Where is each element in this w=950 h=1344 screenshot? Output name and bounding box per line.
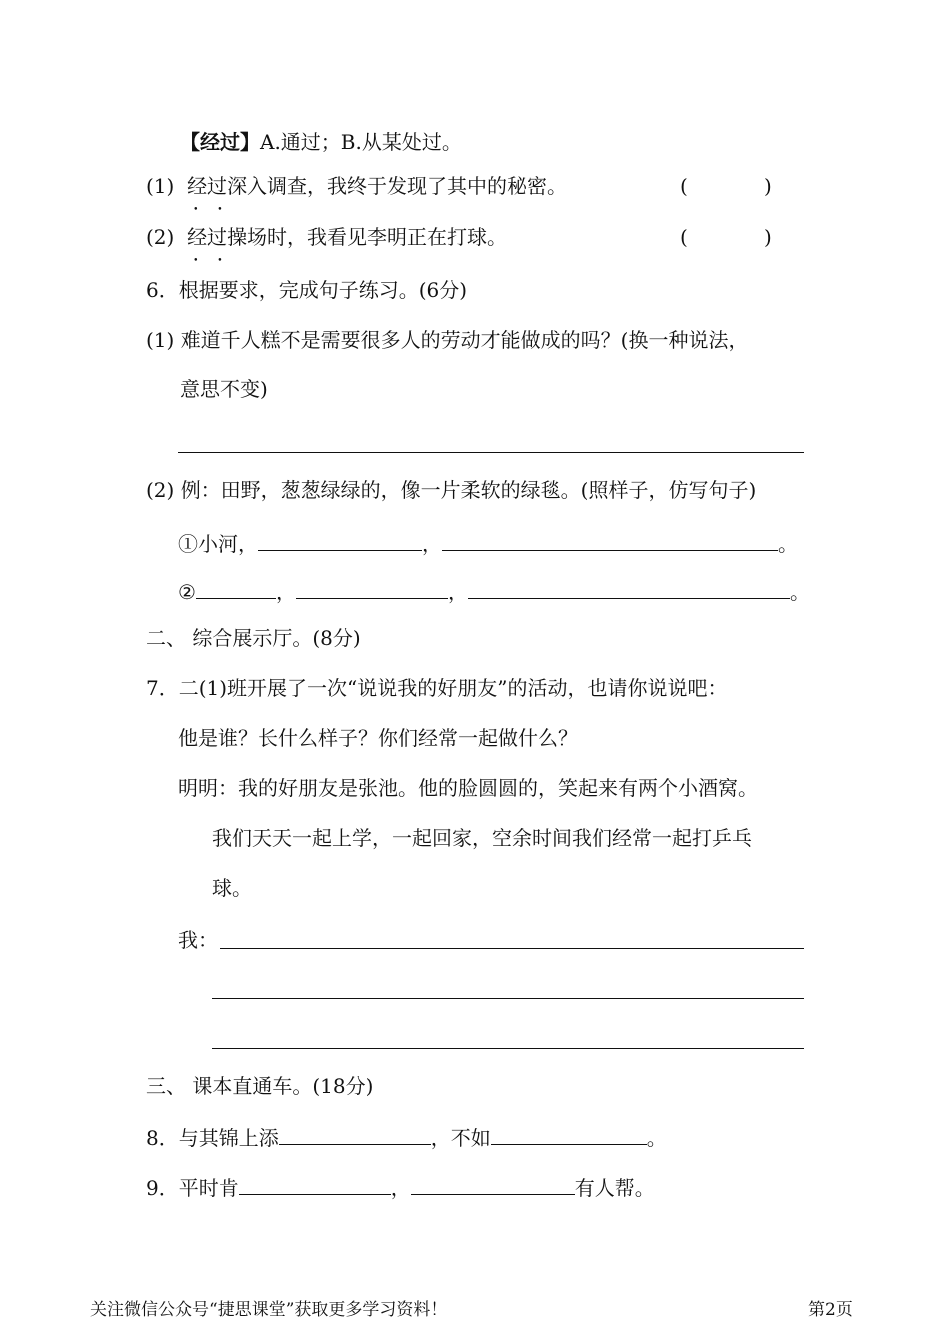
q5-definition xyxy=(180,128,462,156)
q8-end: 。 xyxy=(646,1126,667,1150)
me-label: 我： xyxy=(178,928,218,952)
q6-sub-1 xyxy=(178,528,798,558)
q5-item-2-text: 操场时，我看见李明正在打球。 xyxy=(227,225,508,249)
q6-sub-1-prefix: ①小河， xyxy=(178,532,258,556)
blank-q8-b[interactable] xyxy=(491,1122,647,1145)
page-number: 第2页 xyxy=(808,1300,853,1320)
answer-line-q7-3[interactable] xyxy=(212,1048,804,1049)
blank-q6-sub2-c[interactable] xyxy=(468,576,790,599)
sample-answer-line-2: 我们天天一起上学，一起回家，空余时间我们经常一起打乒乓 xyxy=(212,826,752,850)
footer-promo: 关注微信公众号“捷思课堂”获取更多学习资料！ xyxy=(90,1300,448,1320)
q6-sub-1-comma: ， xyxy=(422,532,442,556)
q6-item-1-line-1: (1) 难道千人糕不是需要很多人的劳动才能做成的吗？(换一种说法， xyxy=(146,328,749,352)
q6-title: 6．根据要求，完成句子练习。(6分) xyxy=(146,278,468,302)
q9-end: 有人帮。 xyxy=(574,1176,655,1200)
blank-q6-sub1-a[interactable] xyxy=(258,528,422,551)
q5-item-1-text: 深入调查，我终于发现了其中的秘密。 xyxy=(227,174,568,198)
q8-mid: ，不如 xyxy=(430,1126,491,1150)
blank-q6-sub1-b[interactable] xyxy=(442,528,778,551)
blank-q6-sub2-a[interactable] xyxy=(196,576,276,599)
q7-line-2: 他是谁？长什么样子？你们经常一起做什么？ xyxy=(178,726,578,750)
blank-q6-sub2-b[interactable] xyxy=(296,576,448,599)
answer-paren-open-1: ( xyxy=(680,174,688,198)
term-label: 【经过】 xyxy=(180,130,260,154)
sample-answer-line-1: 明明：我的好朋友是张池。他的脸圆圆的，笑起来有两个小酒窝。 xyxy=(178,776,758,800)
q6-sub-2 xyxy=(178,576,810,606)
blank-q9-a[interactable] xyxy=(239,1172,391,1195)
q9-mid: ， xyxy=(390,1176,411,1200)
sample-answer-line-3: 球。 xyxy=(212,876,252,900)
blank-q9-b[interactable] xyxy=(411,1172,575,1195)
q9-prefix: 9．平时肯 xyxy=(146,1176,239,1200)
section-3-title: 三、 课本直通车。(18分) xyxy=(146,1074,374,1098)
q5-item-2-number: (2) xyxy=(146,225,175,249)
q8-prefix: 8．与其锦上添 xyxy=(146,1126,279,1150)
answer-line-q6-1[interactable] xyxy=(178,452,804,453)
q8 xyxy=(146,1122,667,1152)
q9 xyxy=(146,1172,655,1202)
answer-line-q7-1[interactable] xyxy=(220,948,804,949)
q5-item-1-key: 经过 • • xyxy=(187,174,227,198)
q6-sub-2-comma-1: ， xyxy=(275,580,296,604)
blank-q8-a[interactable] xyxy=(279,1122,431,1145)
answer-line-q7-2[interactable] xyxy=(212,998,804,999)
section-2-title: 二、 综合展示厅。(8分) xyxy=(146,626,361,650)
q5-item-1 xyxy=(146,172,567,200)
q7-line-1: 7．二(1)班开展了一次“说说我的好朋友”的活动，也请你说说吧： xyxy=(146,676,728,700)
q6-item-1-line-2: 意思不变) xyxy=(180,377,268,401)
answer-paren-close-1: ) xyxy=(764,174,772,198)
q6-sub-1-end: 。 xyxy=(778,532,798,556)
q5-item-1-number: (1) xyxy=(146,174,175,198)
term-definition: A.通过；B.从某处过。 xyxy=(260,130,462,154)
q6-sub-2-comma-2: ， xyxy=(447,580,468,604)
q6-sub-2-prefix: ② xyxy=(178,580,196,604)
q6-item-2: (2) 例：田野，葱葱绿绿的，像一片柔软的绿毯。(照样子，仿写句子) xyxy=(146,478,757,502)
answer-paren-open-2: ( xyxy=(680,225,688,249)
q5-item-2 xyxy=(146,223,507,251)
q6-sub-2-end: 。 xyxy=(789,580,810,604)
answer-paren-close-2: ) xyxy=(764,225,772,249)
q5-item-2-key: 经过 • • xyxy=(187,225,227,249)
